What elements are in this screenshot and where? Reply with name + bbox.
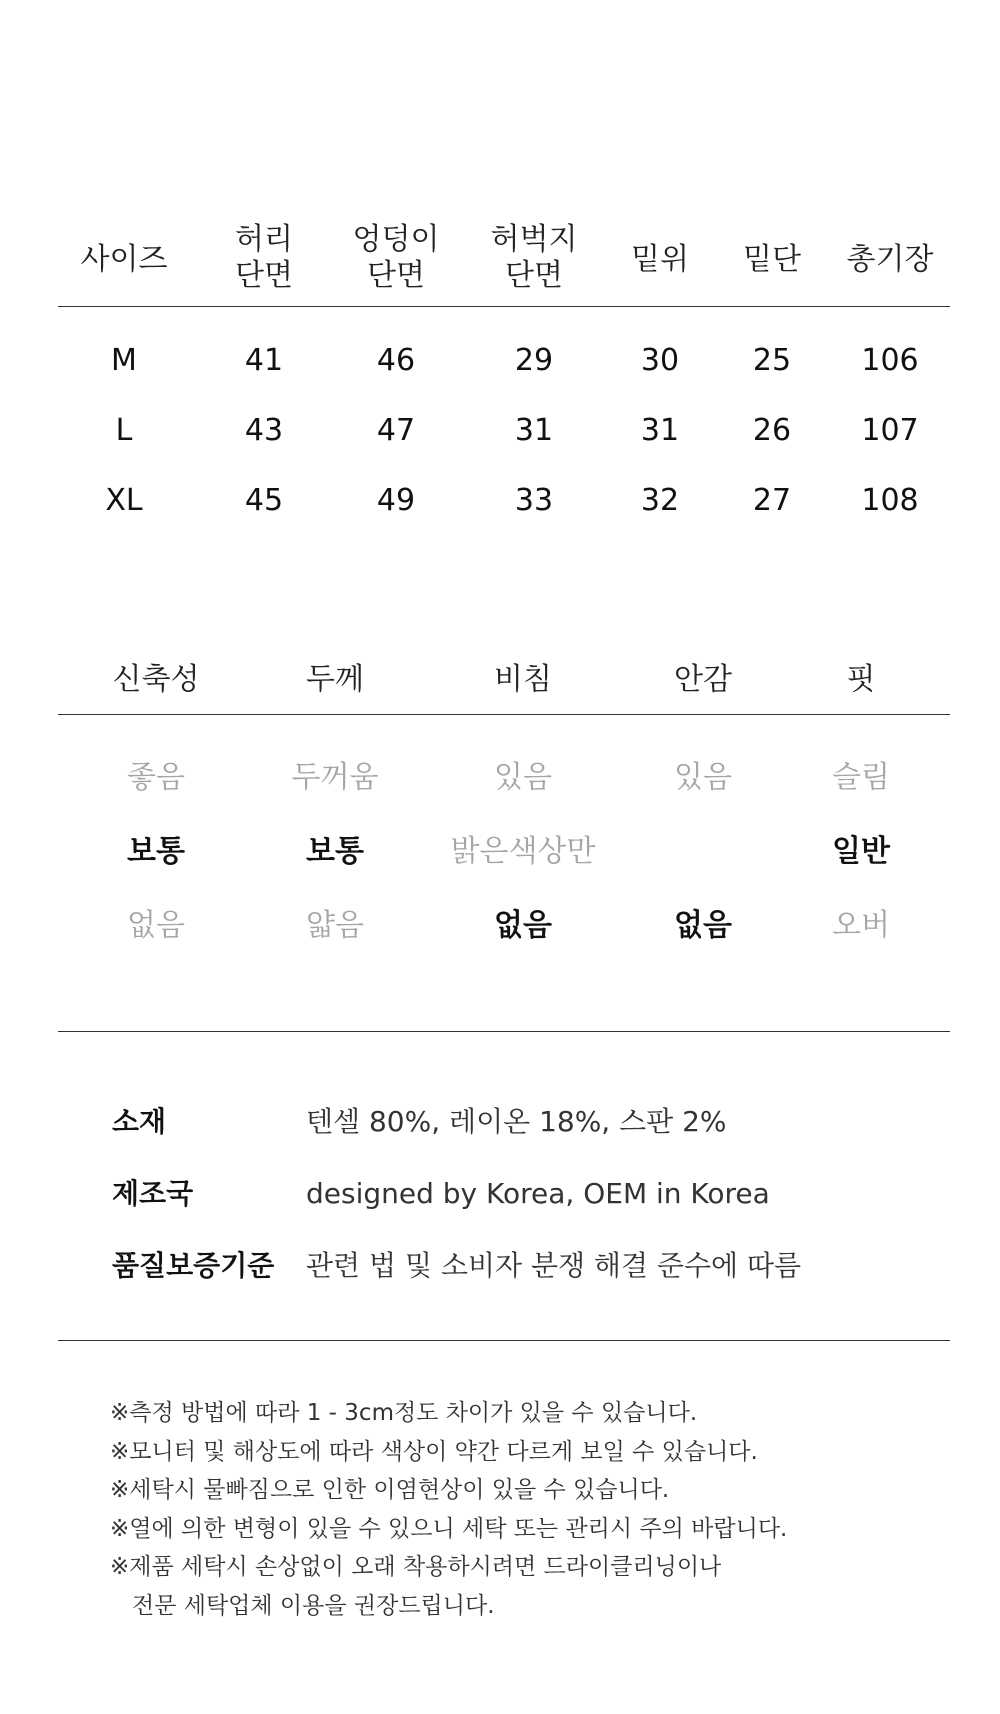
info-row-country xyxy=(58,1170,950,1218)
info-label: 제조국 xyxy=(112,1177,194,1210)
header-lining: 안감 xyxy=(674,662,732,697)
header-fit: 핏 xyxy=(846,662,876,697)
header-hip-line1: 엉덩이 xyxy=(352,222,440,257)
size-cell: 31 xyxy=(514,413,554,448)
size-cell: 33 xyxy=(514,483,554,518)
size-cell: L xyxy=(115,413,133,448)
header-waist-line1: 허리 xyxy=(235,222,293,257)
header-size-label: 사이즈 xyxy=(80,242,168,277)
size-cell: 47 xyxy=(376,413,416,448)
note-line: ※측정 방법에 따라 1 - 3cm정도 차이가 있을 수 있습니다. xyxy=(110,1400,698,1426)
header-size xyxy=(81,242,168,278)
size-cell: 46 xyxy=(376,343,416,378)
attribute-option: 밝은색상만 xyxy=(450,834,596,869)
size-cell: 41 xyxy=(244,343,284,378)
header-total-length-label: 총기장 xyxy=(846,242,934,277)
attribute-option: 오버 xyxy=(832,908,890,943)
size-cell: 108 xyxy=(861,483,919,518)
attribute-option: 보통 xyxy=(127,834,185,869)
header-hem xyxy=(743,242,801,278)
header-hip xyxy=(353,222,440,294)
header-hem-label: 밑단 xyxy=(743,242,801,277)
header-stretch: 신축성 xyxy=(112,662,200,697)
size-row-m xyxy=(58,326,950,396)
size-cell: 27 xyxy=(752,483,792,518)
size-cell: 26 xyxy=(752,413,792,448)
size-cell: 29 xyxy=(514,343,554,378)
info-value: designed by Korea, OEM in Korea xyxy=(306,1177,770,1210)
stretch-column xyxy=(61,741,251,963)
header-waist-line2: 단면 xyxy=(235,258,293,293)
header-total-length xyxy=(847,242,934,278)
info-value: 텐셀 80%, 레이온 18%, 스판 2% xyxy=(306,1105,727,1138)
thickness-column xyxy=(240,741,430,963)
size-table-body xyxy=(58,326,950,536)
note-line: ※제품 세탁시 손상없이 오래 착용하시려면 드라이클리닝이나 xyxy=(110,1554,722,1580)
size-cell: 106 xyxy=(861,343,919,378)
care-notes xyxy=(110,1394,970,1625)
note-line: 전문 세탁업체 이용을 권장드립니다. xyxy=(132,1592,495,1619)
attribute-option: 두꺼움 xyxy=(291,760,379,795)
attribute-option: 좋음 xyxy=(127,760,185,795)
attribute-option: 있음 xyxy=(494,760,552,795)
info-row-quality xyxy=(58,1242,950,1290)
header-waist xyxy=(235,222,293,294)
see-through-column xyxy=(428,741,618,963)
size-cell: 107 xyxy=(861,413,919,448)
size-cell: XL xyxy=(105,483,143,518)
header-rise-label: 밑위 xyxy=(631,242,689,277)
attribute-table-header xyxy=(58,660,950,715)
note-line: ※세탁시 물빠짐으로 인한 이염현상이 있을 수 있습니다. xyxy=(110,1477,670,1503)
note-line: ※열에 의한 변형이 있을 수 있으니 세탁 또는 관리시 주의 바랍니다. xyxy=(110,1515,788,1542)
attribute-table xyxy=(58,660,950,1032)
size-row-xl xyxy=(58,466,950,536)
size-table xyxy=(58,222,950,518)
size-cell: 31 xyxy=(640,413,680,448)
info-value: 관련 법 및 소비자 분쟁 해결 준수에 따름 xyxy=(306,1249,802,1282)
attribute-option: 보통 xyxy=(306,834,364,869)
header-thigh-line2: 단면 xyxy=(505,258,563,293)
product-info-table xyxy=(58,1062,950,1341)
attribute-option: 없음 xyxy=(127,908,185,943)
header-thigh-line1: 허벅지 xyxy=(490,222,578,257)
info-label: 품질보증기준 xyxy=(112,1249,275,1282)
attribute-option: 있음 xyxy=(674,760,732,795)
fit-column xyxy=(766,741,956,963)
header-rise xyxy=(631,242,689,278)
note-line: ※모니터 및 해상도에 따라 색상이 약간 다르게 보일 수 있습니다. xyxy=(110,1438,758,1465)
attribute-option: 없음 xyxy=(674,908,732,943)
size-cell: 25 xyxy=(752,343,792,378)
header-thigh xyxy=(491,222,578,294)
size-cell: 49 xyxy=(376,483,416,518)
size-row-l xyxy=(58,396,950,466)
size-table-header xyxy=(58,222,950,307)
size-cell: 45 xyxy=(244,483,284,518)
info-label: 소재 xyxy=(112,1105,167,1138)
header-hip-line2: 단면 xyxy=(367,258,425,293)
attribute-option: 얇음 xyxy=(306,908,364,943)
info-row-material xyxy=(58,1098,950,1146)
size-cell: M xyxy=(111,343,137,378)
size-cell: 43 xyxy=(244,413,284,448)
attribute-option: 없음 xyxy=(494,908,552,943)
size-cell: 32 xyxy=(640,483,680,518)
attribute-table-body xyxy=(58,715,950,1032)
header-see-through: 비침 xyxy=(494,662,552,697)
attribute-option: 일반 xyxy=(832,834,890,869)
header-thickness: 두께 xyxy=(306,662,364,697)
attribute-option: 슬림 xyxy=(832,760,890,795)
size-cell: 30 xyxy=(640,343,680,378)
